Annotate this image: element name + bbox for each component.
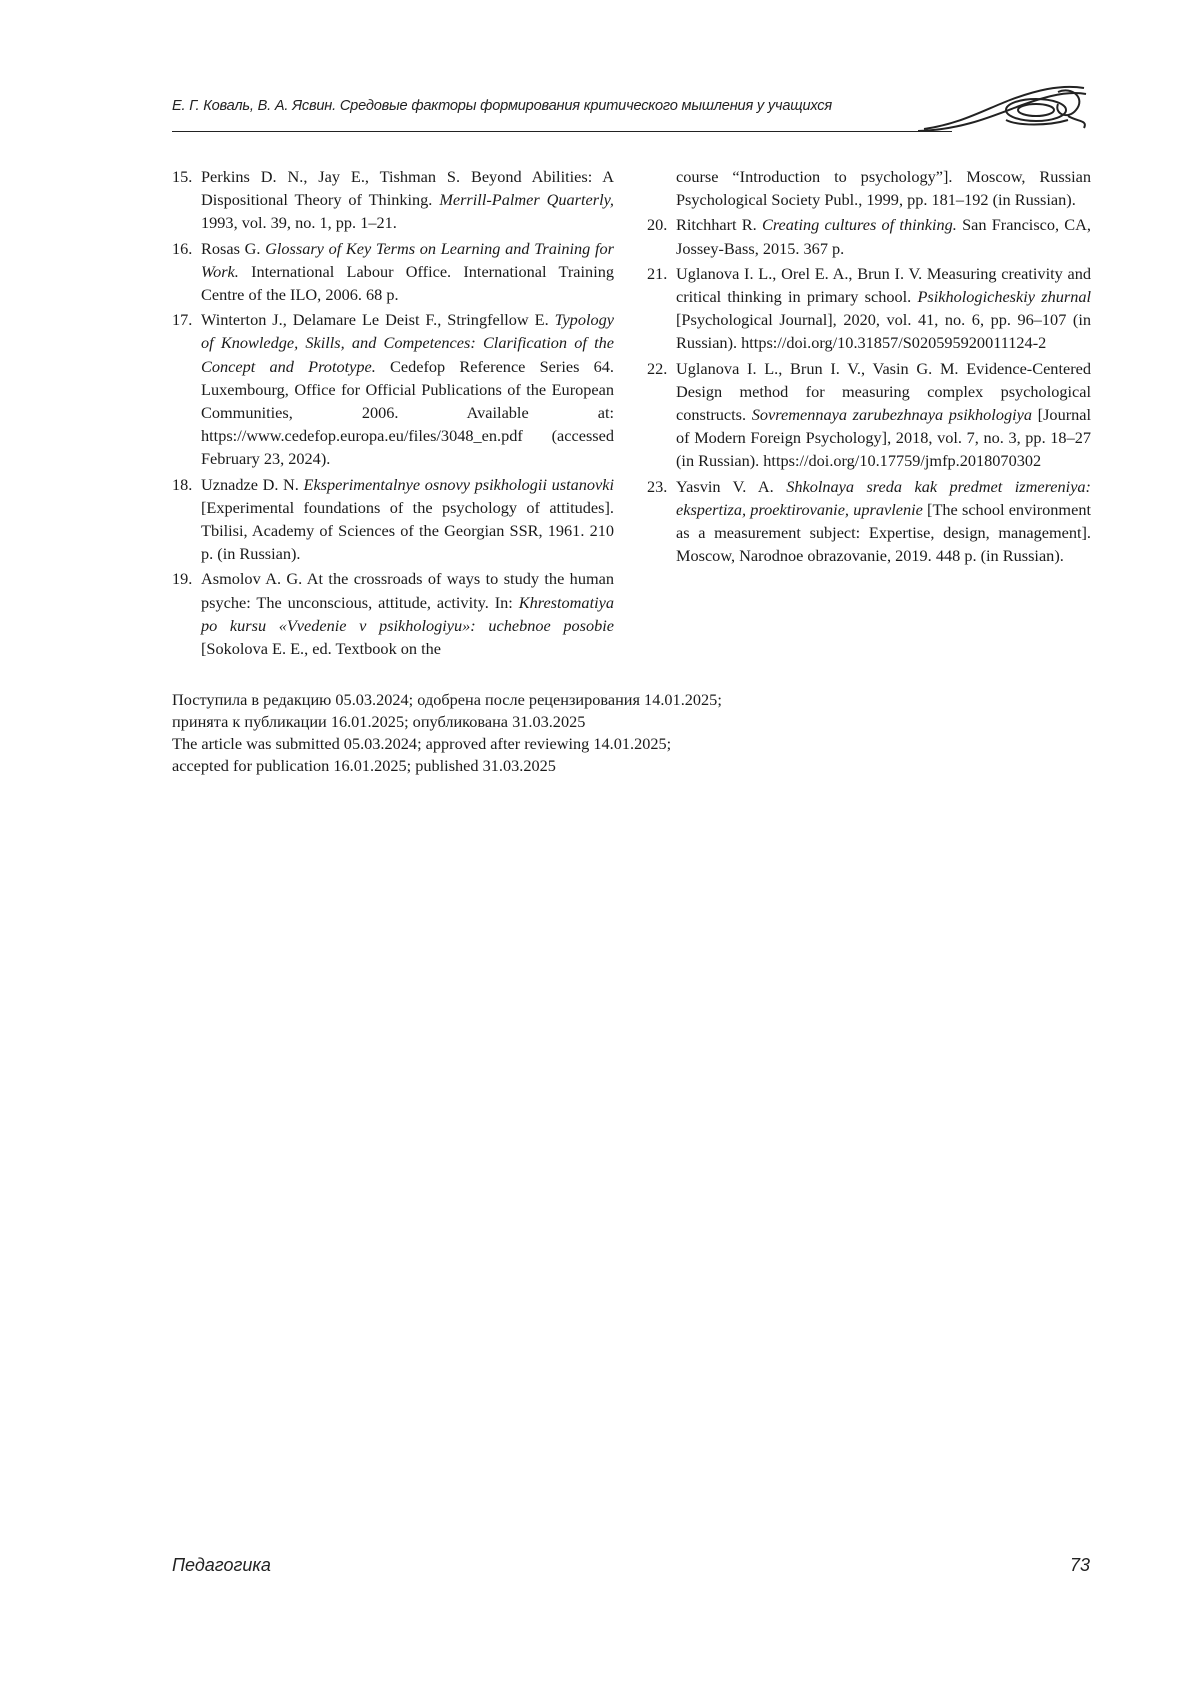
reference-text (201, 473, 614, 566)
publication-dates (172, 689, 992, 777)
dates-ru-line-2: принята к публикации 16.01.2025; опубликована 31.03.2025 (172, 712, 586, 731)
reference-italic-title: Eksperimentalnye osnovy psikhologii ustanovki (303, 474, 614, 494)
reference-number: 16. (172, 238, 193, 258)
reference-number: 15. (172, 167, 193, 186)
header-rule (172, 131, 952, 132)
reference-italic-title: Merrill-Palmer Quarterly, (439, 190, 615, 210)
reference-text (676, 213, 1091, 259)
reference-text-part: Rosas G. (201, 238, 266, 258)
reference-italic-title: Shkolnaya sreda kak predmet izmereniya: ekspertiza, proektirovanie, upravlenie (676, 476, 1091, 519)
reference-text-part: Cedefop Reference Series 64. Luxembourg, Office for Official Publications of the European Communities, 2006. Available at: https://www.cedefop.europa.eu/files/3048_en.pdf (accessed February 23, 2024). (201, 356, 614, 469)
reference-text-part: Perkins D. N., Jay E., Tishman S. Beyond Abilities: A Dispositional Theory of Thinking. (201, 167, 614, 210)
reference-text (676, 475, 1091, 568)
reference-item (172, 165, 614, 235)
reference-text-part: Uglanova I. L., Brun I. V., Vasin G. M. Evidence-Centered Design method for measuring complex psychological constructs. (676, 358, 1091, 425)
reference-item (172, 237, 614, 307)
reference-number: 22. (647, 358, 668, 378)
reference-item (647, 357, 1091, 473)
reference-item (172, 567, 614, 660)
reference-text-part: Ritchhart R. (676, 215, 762, 235)
reference-text (201, 308, 614, 470)
reference-italic-title: Khrestomatiya po kursu «Vvedenie v psikhologiyu»: uchebnoe posobie (201, 592, 614, 635)
reference-italic-title: Typology of Knowledge, Skills, and Competences: Clarification of the Concept and Prototype. (201, 310, 614, 376)
reference-italic-title: Psikhologicheskiy zhurnal (917, 287, 1091, 307)
reference-text-part: [Journal of Modern Foreign Psychology], 2018, vol. 7, no. 3, pp. 18–27 (in Russian). https://doi.org/10.17759/jmfp.2018070302 (676, 405, 1092, 471)
running-head-title: Е. Г. Коваль, В. А. Ясвин. Средовые факторы формирования критического мышления у учащихся (172, 98, 832, 114)
reference-text-part: 1993, vol. 39, no. 1, pp. 1–21. (201, 213, 397, 233)
reference-text (676, 357, 1091, 473)
reference-item (172, 308, 614, 470)
reference-text-part: Winterton J., Delamare Le Deist F., Stringfellow E. (201, 310, 555, 330)
reference-text-part: [Sokolova E. E., ed. Textbook on the (201, 639, 442, 659)
reference-italic-title: Sovremennaya zarubezhnaya psikhologiya (751, 405, 1032, 425)
reference-text-part: [Experimental foundations of the psychology of attitudes]. Tbilisi, Academy of Sciences of the Georgian SSR, 1961. 210 p. (in Russian). (201, 497, 614, 564)
reference-item (647, 475, 1091, 568)
dates-ru-line-1: Поступила в редакцию 05.03.2024; одобрена после рецензирования 14.01.2025; (172, 690, 722, 709)
reference-text-part: Uznadze D. N. (201, 474, 304, 494)
reference-item (647, 262, 1091, 355)
references-right-column (647, 165, 1091, 569)
reference-text (201, 165, 614, 235)
reference-number: 18. (172, 474, 193, 494)
footer-section-name: Педагогика (172, 1555, 271, 1575)
reference-text-part: San Francisco, CA, Jossey-Bass, 2015. 367 p. (676, 215, 1091, 258)
reference-text (676, 262, 1091, 355)
dates-en-line-1: The article was submitted 05.03.2024; approved after reviewing 14.01.2025; (172, 734, 672, 753)
reference-item (647, 213, 1091, 259)
reference-item (172, 473, 614, 566)
ornament-icon (918, 80, 1090, 140)
references-left-column (172, 165, 614, 662)
reference-number: 21. (647, 263, 668, 283)
reference-text (201, 567, 614, 660)
reference-number: 20. (647, 215, 668, 235)
reference-number: 19. (172, 569, 193, 589)
reference-number: 17. (172, 310, 193, 330)
reference-text-part: [The school environment as a measurement subject: Expertise, design, management]. Moscow, Narodnoe obrazovanie, 2019. 448 p. (in Russian). (676, 499, 1091, 566)
reference-italic-title: Creating cultures of thinking. (761, 215, 957, 235)
reference-text-part: International Labour Office. International Training Centre of the ILO, 2006. 68 p. (201, 261, 614, 305)
reference-text-part: Asmolov A. G. At the crossroads of ways to study the human psyche: The unconscious, attitude, activity. In: (201, 569, 614, 612)
reference-text (201, 237, 614, 307)
reference-text-part: [Psychological Journal], 2020, vol. 41, no. 6, pp. 96–107 (in Russian). https://doi.org/10.31857/S020595920011124-2 (676, 310, 1091, 353)
reference-continuation: course “Introduction to psychology”]. Moscow, Russian Psychological Society Publ., 1999, pp. 181–192 (in Russian). (676, 167, 1091, 210)
page-number: 73 (1069, 1555, 1090, 1575)
reference-italic-title: Glossary of Key Terms on Learning and Training for Work. (201, 238, 615, 281)
reference-number: 23. (647, 476, 668, 496)
reference-text-part: Yasvin V. A. (676, 476, 787, 496)
dates-en-line-2: accepted for publication 16.01.2025; published 31.03.2025 (172, 756, 556, 775)
reference-text-part: Uglanova I. L., Orel E. A., Brun I. V. Measuring creativity and critical thinking in primary school. (676, 263, 1091, 307)
